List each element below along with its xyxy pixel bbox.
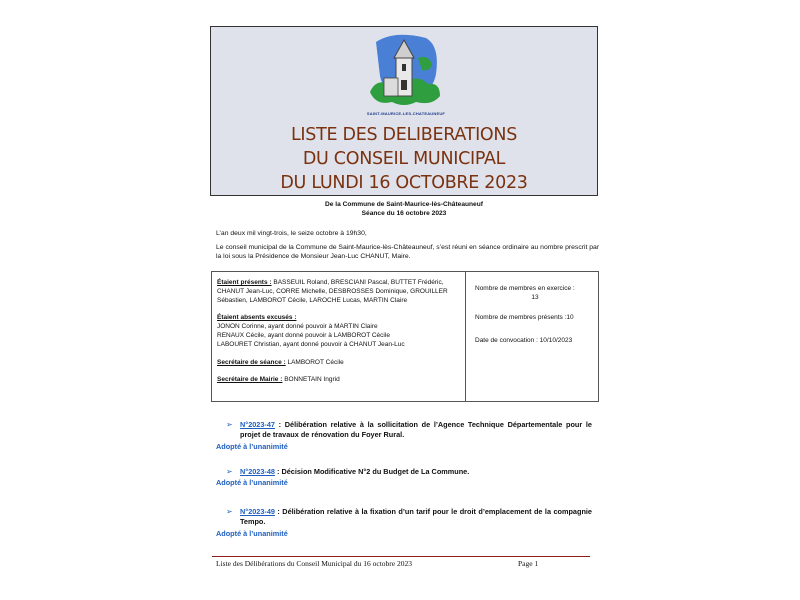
convocation-date: Date de convocation : 10/10/2023 xyxy=(475,337,573,344)
footer-divider xyxy=(212,556,590,557)
absents-block xyxy=(217,314,463,349)
intro-paragraph: L’an deux mil vingt-trois, le seize octobre à 19h30, xyxy=(216,230,367,237)
commune-heading xyxy=(210,201,598,218)
secretaire-mairie-name: BONNETAIN Ingrid xyxy=(284,376,340,384)
deliberation-item xyxy=(226,507,592,527)
village-logo xyxy=(366,32,446,120)
deliberation-number: N°2023-47 xyxy=(240,420,275,429)
title-line-3: DU LUNDI 16 OCTOBRE 2023 xyxy=(280,173,528,193)
deliberation-text xyxy=(240,507,592,527)
secretaire-seance-name: LAMBOROT Cécile xyxy=(287,358,344,366)
document-title xyxy=(211,123,597,195)
presents-label: Étaient présents : xyxy=(217,279,272,286)
commune-line: De la Commune de Saint-Maurice-lès-Châteauneuf xyxy=(325,201,483,208)
council-paragraph: Le conseil municipal de la Commune de Saint-Maurice-lès-Châteauneuf, s’est réuni en séance ordinaire au nombre prescrit par la loi sous la Présidence de Monsieur Jean-Luc CHANUT, Maire. xyxy=(216,244,600,260)
presents-names: BASSEUIL Roland, BRESCIANI Pascal, BUTTET Frédéric, CHANUT Jean-Luc, CORRE Michelle, DESBROSSES Dominique, GROUILLER Sébastien, LAMBOROT Cécile, LAROCHE Lucas, MARTIN Claire xyxy=(217,279,448,304)
absent-item: JONON Corinne, ayant donné pouvoir à MARTIN Claire xyxy=(217,323,378,331)
deliberation-description: : Décision Modificative N°2 du Budget de La Commune. xyxy=(274,467,470,476)
presents-count: Nombre de membres présents :10 xyxy=(475,314,574,321)
secretaire-seance-block xyxy=(217,359,463,368)
logo-caption: SAINT-MAURICE-LES-CHATEAUNEUF xyxy=(366,111,446,116)
attendance-box xyxy=(211,271,599,402)
arrow-bullet-icon: ➢ xyxy=(226,420,233,429)
exercice-label: Nombre de membres en exercice : xyxy=(475,285,575,292)
deliberation-number: N°2023-48 xyxy=(240,467,275,476)
deliberation-item xyxy=(226,467,592,477)
deliberation-result: Adopté à l’unanimité xyxy=(216,442,288,451)
presents-block xyxy=(217,279,463,305)
deliberation-text xyxy=(240,420,592,440)
deliberation-item xyxy=(226,420,592,440)
box-divider xyxy=(465,272,466,401)
exercice-value: 13 xyxy=(531,293,539,301)
arrow-bullet-icon: ➢ xyxy=(226,507,233,516)
attendance-list xyxy=(217,279,463,385)
deliberation-result: Adopté à l’unanimité xyxy=(216,529,288,538)
deliberation-number: N°2023-49 xyxy=(240,507,275,516)
absent-item: LABOURET Christian, ayant donné pouvoir à CHANUT Jean-Luc xyxy=(217,340,405,348)
header-box xyxy=(210,26,598,196)
absents-label: Étaient absents excusés : xyxy=(217,314,297,322)
deliberation-description: : Délibération relative à la sollicitation de l’Agence Technique Départementale pour le projet de travaux de rénovation du Foyer Rural. xyxy=(240,420,592,439)
deliberation-result: Adopté à l’unanimité xyxy=(216,478,288,487)
exercice-count xyxy=(475,285,595,303)
deliberation-description: : Délibération relative à la fixation d’un tarif pour le droit d’emplacement de la compagnie Tempo. xyxy=(240,507,592,526)
title-line-1: LISTE DES DELIBERATIONS xyxy=(290,125,518,145)
secretaire-mairie-label: Secrétaire de Mairie : xyxy=(217,376,283,384)
footer-title: Liste des Délibérations du Conseil Municipal du 16 octobre 2023 xyxy=(216,559,413,568)
secretaire-mairie-block xyxy=(217,376,463,385)
absent-item: RENAUX Cécile, ayant donné pouvoir à LAMBOROT Cécile xyxy=(217,331,390,339)
seance-line: Séance du 16 octobre 2023 xyxy=(361,209,447,217)
deliberation-text xyxy=(240,467,592,477)
arrow-bullet-icon: ➢ xyxy=(226,467,233,476)
page-number: Page 1 xyxy=(518,559,539,568)
secretaire-seance-label: Secrétaire de séance : xyxy=(217,358,286,366)
title-line-2: DU CONSEIL MUNICIPAL xyxy=(302,149,506,169)
